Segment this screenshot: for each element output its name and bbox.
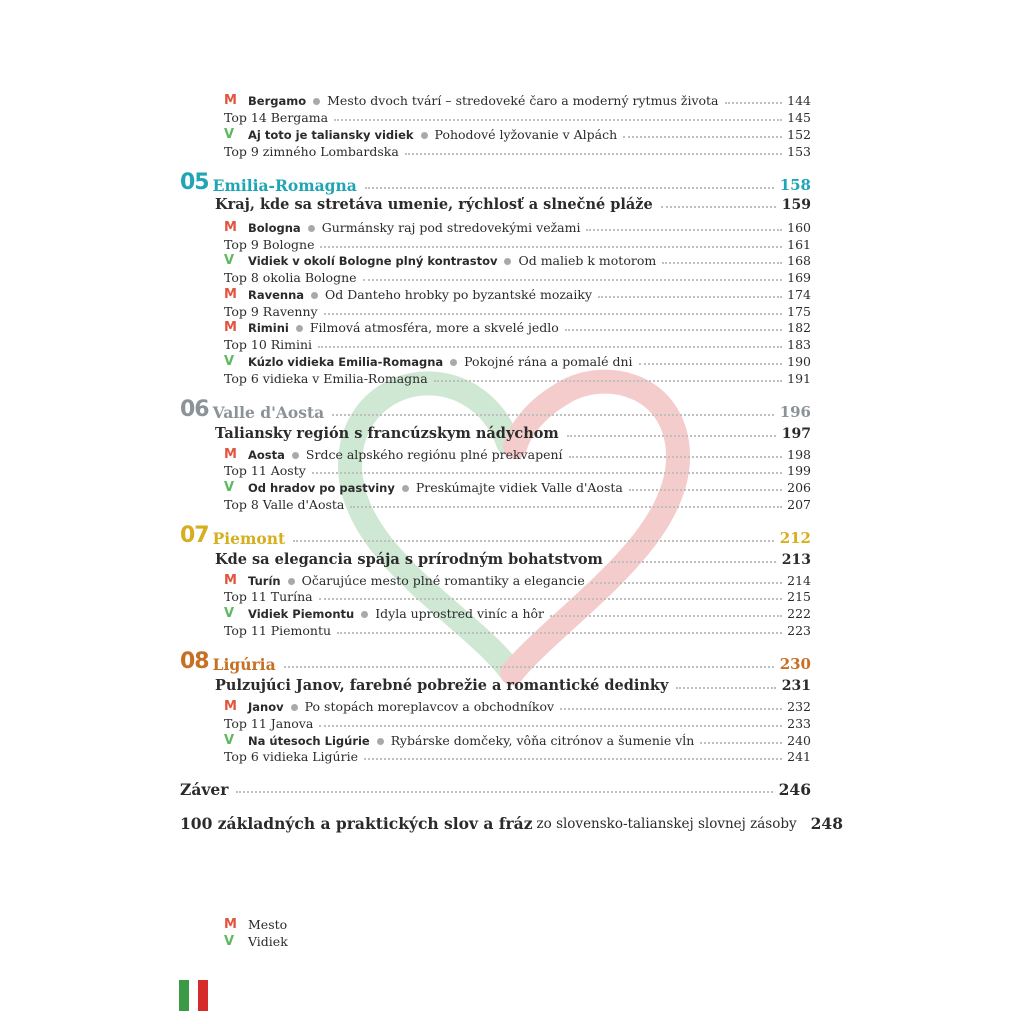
entry-description: Gurmánsky raj pod stredovekými vežami bbox=[321, 219, 581, 235]
dotted-leader bbox=[623, 136, 782, 138]
vidiek-marker: V bbox=[224, 606, 235, 621]
toc-top-list-entry[interactable] bbox=[224, 619, 811, 637]
dotted-leader bbox=[364, 758, 782, 760]
dotted-leader bbox=[320, 246, 782, 248]
vidiek-marker: V bbox=[224, 354, 235, 369]
chapter-page-number: 196 bbox=[779, 403, 811, 421]
toc-top-list-entry[interactable] bbox=[224, 585, 811, 603]
entry-description: Od Danteho hrobky po byzantské mozaiky bbox=[325, 286, 593, 302]
page-number: 191 bbox=[787, 370, 811, 386]
chapter-subtitle: Pulzujúci Janov, farebné pobrežie a romantické dedinky bbox=[215, 676, 669, 694]
toc-top-list-entry[interactable] bbox=[224, 333, 811, 351]
dotted-leader bbox=[363, 279, 783, 281]
vidiek-marker: V bbox=[224, 253, 235, 268]
chapter-heading[interactable] bbox=[180, 647, 811, 673]
dotted-leader bbox=[324, 313, 783, 315]
dotted-leader bbox=[550, 615, 782, 617]
vidiek-marker: V bbox=[224, 733, 235, 748]
separator-dot-icon bbox=[296, 325, 303, 332]
chapter-title: Ligúria bbox=[212, 654, 276, 674]
page-number: 206 bbox=[787, 479, 811, 495]
dotted-leader bbox=[591, 582, 782, 584]
page-number: 231 bbox=[781, 678, 811, 694]
entry-title: Top 11 Janova bbox=[224, 715, 314, 731]
dotted-leader bbox=[319, 598, 783, 600]
entry-description: Pohodové lyžovanie v Alpách bbox=[434, 126, 618, 142]
dotted-leader bbox=[319, 725, 782, 727]
page-number: 161 bbox=[787, 236, 811, 252]
page-number: 214 bbox=[787, 572, 811, 588]
zaver-entry[interactable] bbox=[180, 775, 811, 797]
dotted-leader bbox=[629, 489, 782, 491]
entry-place: Aj toto je taliansky vidiek bbox=[248, 127, 414, 142]
entry-title: Top 10 Rimini bbox=[224, 336, 313, 352]
dotted-leader bbox=[337, 632, 782, 634]
entry-place: Od hradov po pastviny bbox=[248, 480, 395, 495]
entry-place: Janov bbox=[248, 699, 284, 714]
phrases-title: 100 základných a praktických slov a fráz bbox=[180, 813, 533, 833]
chapter-title: Valle d'Aosta bbox=[212, 402, 325, 422]
page-number: 248 bbox=[810, 813, 843, 833]
page-number: 241 bbox=[787, 748, 811, 764]
phrases-subtitle: zo slovensko-talianskej slovnej zásoby bbox=[536, 815, 797, 832]
chapter-page-number: 212 bbox=[779, 529, 811, 547]
entry-title: Top 11 Turína bbox=[224, 588, 313, 604]
mesto-marker: M bbox=[224, 699, 237, 714]
dotted-leader bbox=[586, 229, 782, 231]
page-number: 175 bbox=[787, 303, 811, 319]
chapter-number: 07 bbox=[180, 523, 209, 548]
vidiek-marker: V bbox=[224, 480, 235, 495]
chapter-number: 06 bbox=[180, 397, 209, 422]
vidiek-marker: V bbox=[224, 934, 235, 949]
entry-description: Pokojné rána a pomalé dni bbox=[464, 353, 633, 369]
dotted-leader bbox=[567, 435, 776, 437]
separator-dot-icon bbox=[377, 738, 384, 745]
mesto-marker: M bbox=[224, 573, 237, 588]
legend-item bbox=[224, 931, 288, 948]
chapter-subtitle-entry[interactable] bbox=[215, 673, 811, 693]
toc-entry[interactable] bbox=[224, 283, 811, 301]
entry-title: Top 6 vidieka v Emilia-Romagna bbox=[224, 370, 428, 386]
entry-title: Top 11 Piemontu bbox=[224, 622, 332, 638]
chapter-heading[interactable] bbox=[180, 395, 811, 421]
entry-description: Mesto dvoch tvárí – stredoveké čaro a moderný rytmus života bbox=[327, 92, 719, 108]
entry-title: Top 6 vidieka Ligúrie bbox=[224, 748, 358, 764]
page-number: 207 bbox=[787, 496, 811, 512]
legend-label: Vidiek bbox=[248, 933, 288, 949]
toc-entry[interactable] bbox=[224, 350, 811, 368]
dotted-leader bbox=[350, 506, 782, 508]
page-number: 223 bbox=[787, 622, 811, 638]
dotted-leader bbox=[662, 262, 782, 264]
page-number: 197 bbox=[781, 426, 811, 442]
page-number: 233 bbox=[787, 715, 811, 731]
page-number: 145 bbox=[787, 109, 811, 125]
dotted-leader bbox=[676, 687, 775, 689]
separator-dot-icon bbox=[361, 611, 368, 618]
legend-label: Mesto bbox=[248, 916, 288, 932]
dotted-leader bbox=[236, 791, 772, 793]
page-number: 183 bbox=[787, 336, 811, 352]
entry-place: Aosta bbox=[248, 447, 285, 462]
mesto-marker: M bbox=[224, 93, 237, 108]
dotted-leader bbox=[569, 456, 783, 458]
dotted-leader bbox=[565, 329, 782, 331]
mesto-marker: M bbox=[224, 287, 237, 302]
page-number: 213 bbox=[781, 552, 811, 568]
toc-entry[interactable] bbox=[224, 476, 811, 494]
chapter-number: 08 bbox=[180, 649, 209, 674]
separator-dot-icon bbox=[308, 225, 315, 232]
entry-description: Filmová atmosféra, more a skvelé jedlo bbox=[309, 319, 559, 335]
dotted-leader bbox=[312, 472, 782, 474]
entry-place: Kúzlo vidieka Emilia-Romagna bbox=[248, 354, 444, 369]
page-number: 199 bbox=[787, 462, 811, 478]
chapter-page-number: 230 bbox=[779, 655, 811, 673]
entry-description: Srdce alpského regiónu plné prekvapení bbox=[305, 446, 563, 462]
chapter-subtitle: Kde sa elegancia spája s prírodným bohatstvom bbox=[215, 550, 603, 568]
entry-title: Top 9 zimného Lombardska bbox=[224, 143, 399, 159]
dotted-leader bbox=[365, 187, 774, 189]
separator-dot-icon bbox=[291, 704, 298, 711]
dotted-leader bbox=[318, 346, 782, 348]
dotted-leader bbox=[661, 206, 776, 208]
entry-place: Ravenna bbox=[248, 287, 305, 302]
mesto-marker: M bbox=[224, 320, 237, 335]
toc-entry[interactable] bbox=[224, 216, 811, 234]
zaver-title: Záver bbox=[180, 779, 229, 799]
separator-dot-icon bbox=[292, 452, 299, 459]
entry-description: Idyla uprostred viníc a hôr bbox=[375, 605, 545, 621]
page-number: 168 bbox=[787, 252, 811, 268]
legend-item bbox=[224, 914, 287, 931]
entry-description: Očarujúce mesto plné romantiky a elegancie bbox=[301, 572, 585, 588]
page-number: 160 bbox=[787, 219, 811, 235]
chapter-heading[interactable] bbox=[180, 168, 811, 194]
toc-top-list-entry[interactable] bbox=[224, 493, 811, 511]
dotted-leader bbox=[405, 153, 782, 155]
page-number: 159 bbox=[781, 197, 811, 213]
entry-title: Top 9 Bologne bbox=[224, 236, 315, 252]
separator-dot-icon bbox=[288, 578, 295, 585]
dotted-leader bbox=[434, 380, 782, 382]
entry-place: Bergamo bbox=[248, 93, 307, 108]
toc-top-list-entry[interactable] bbox=[224, 459, 811, 477]
dotted-leader bbox=[334, 119, 782, 121]
dotted-leader bbox=[560, 708, 782, 710]
page-number: 198 bbox=[787, 446, 811, 462]
mesto-marker: M bbox=[224, 220, 237, 235]
chapter-subtitle-entry[interactable] bbox=[215, 421, 811, 441]
dotted-leader bbox=[598, 296, 782, 298]
toc-entry[interactable] bbox=[224, 316, 811, 334]
dotted-leader bbox=[611, 561, 776, 563]
toc-top-list-entry[interactable] bbox=[224, 140, 811, 158]
separator-dot-icon bbox=[402, 485, 409, 492]
entry-description: Preskúmajte vidiek Valle d'Aosta bbox=[415, 479, 623, 495]
page-number: 215 bbox=[787, 588, 811, 604]
toc-top-list-entry[interactable] bbox=[224, 367, 811, 385]
toc-entry[interactable] bbox=[224, 89, 811, 107]
entry-title: Top 14 Bergama bbox=[224, 109, 329, 125]
page-number: 144 bbox=[787, 92, 811, 108]
separator-dot-icon bbox=[450, 359, 457, 366]
entry-description: Rybárske domčeky, vôňa citrónov a šumenie vĺn bbox=[390, 732, 695, 748]
toc-entry[interactable] bbox=[224, 249, 811, 267]
toc-entry[interactable] bbox=[224, 695, 811, 713]
chapter-page-number: 158 bbox=[779, 176, 811, 194]
toc-top-list-entry[interactable] bbox=[224, 712, 811, 730]
entry-place: Bologna bbox=[248, 220, 301, 235]
separator-dot-icon bbox=[311, 292, 318, 299]
chapter-subtitle-entry[interactable] bbox=[215, 192, 811, 212]
chapter-subtitle: Kraj, kde sa stretáva umenie, rýchlosť a slnečné pláže bbox=[215, 195, 653, 213]
separator-dot-icon bbox=[504, 258, 511, 265]
entry-title: Top 8 Valle d'Aosta bbox=[224, 496, 345, 512]
toc-entry[interactable] bbox=[224, 123, 811, 141]
vidiek-marker: V bbox=[224, 127, 235, 142]
separator-dot-icon bbox=[313, 98, 320, 105]
page-number: 190 bbox=[787, 353, 811, 369]
page-number: 169 bbox=[787, 269, 811, 285]
toc-top-list-entry[interactable] bbox=[224, 745, 811, 763]
chapter-title: Emilia-Romagna bbox=[212, 175, 357, 195]
entry-place: Vidiek Piemontu bbox=[248, 606, 355, 621]
dotted-leader bbox=[639, 363, 783, 365]
entry-place: Vidiek v okolí Bologne plný kontrastov bbox=[248, 253, 498, 268]
toc-top-list-entry[interactable] bbox=[224, 266, 811, 284]
entry-place: Turín bbox=[248, 573, 281, 588]
dotted-leader bbox=[700, 742, 782, 744]
entry-description: Od malieb k motorom bbox=[518, 252, 657, 268]
chapter-subtitle-entry[interactable] bbox=[215, 547, 811, 567]
entry-title: Top 11 Aosty bbox=[224, 462, 306, 478]
chapter-title: Piemont bbox=[212, 528, 286, 548]
page-number: 222 bbox=[787, 605, 811, 621]
page-number: 153 bbox=[787, 143, 811, 159]
page-number: 246 bbox=[778, 779, 811, 799]
entry-title: Top 9 Ravenny bbox=[224, 303, 318, 319]
chapter-number: 05 bbox=[180, 170, 209, 195]
toc-top-list-entry[interactable] bbox=[224, 106, 811, 124]
entry-description: Po stopách moreplavcov a obchodníkov bbox=[304, 698, 555, 714]
chapter-heading[interactable] bbox=[180, 521, 811, 547]
page-number: 232 bbox=[787, 698, 811, 714]
page-number: 152 bbox=[787, 126, 811, 142]
entry-place: Na útesoch Ligúrie bbox=[248, 733, 370, 748]
entry-place: Rimini bbox=[248, 320, 289, 335]
dotted-leader bbox=[332, 414, 774, 416]
mesto-marker: M bbox=[224, 447, 237, 462]
entry-title: Top 8 okolia Bologne bbox=[224, 269, 357, 285]
dotted-leader bbox=[284, 666, 774, 668]
phrases-entry[interactable] bbox=[180, 809, 843, 833]
toc-entry[interactable] bbox=[224, 602, 811, 620]
page-number: 182 bbox=[787, 319, 811, 335]
dotted-leader bbox=[293, 540, 773, 542]
dotted-leader bbox=[725, 102, 783, 104]
separator-dot-icon bbox=[421, 132, 428, 139]
page-number: 240 bbox=[787, 732, 811, 748]
mesto-marker: M bbox=[224, 917, 237, 932]
chapter-subtitle: Taliansky región s francúzskym nádychom bbox=[215, 424, 559, 442]
page-number: 174 bbox=[787, 286, 811, 302]
